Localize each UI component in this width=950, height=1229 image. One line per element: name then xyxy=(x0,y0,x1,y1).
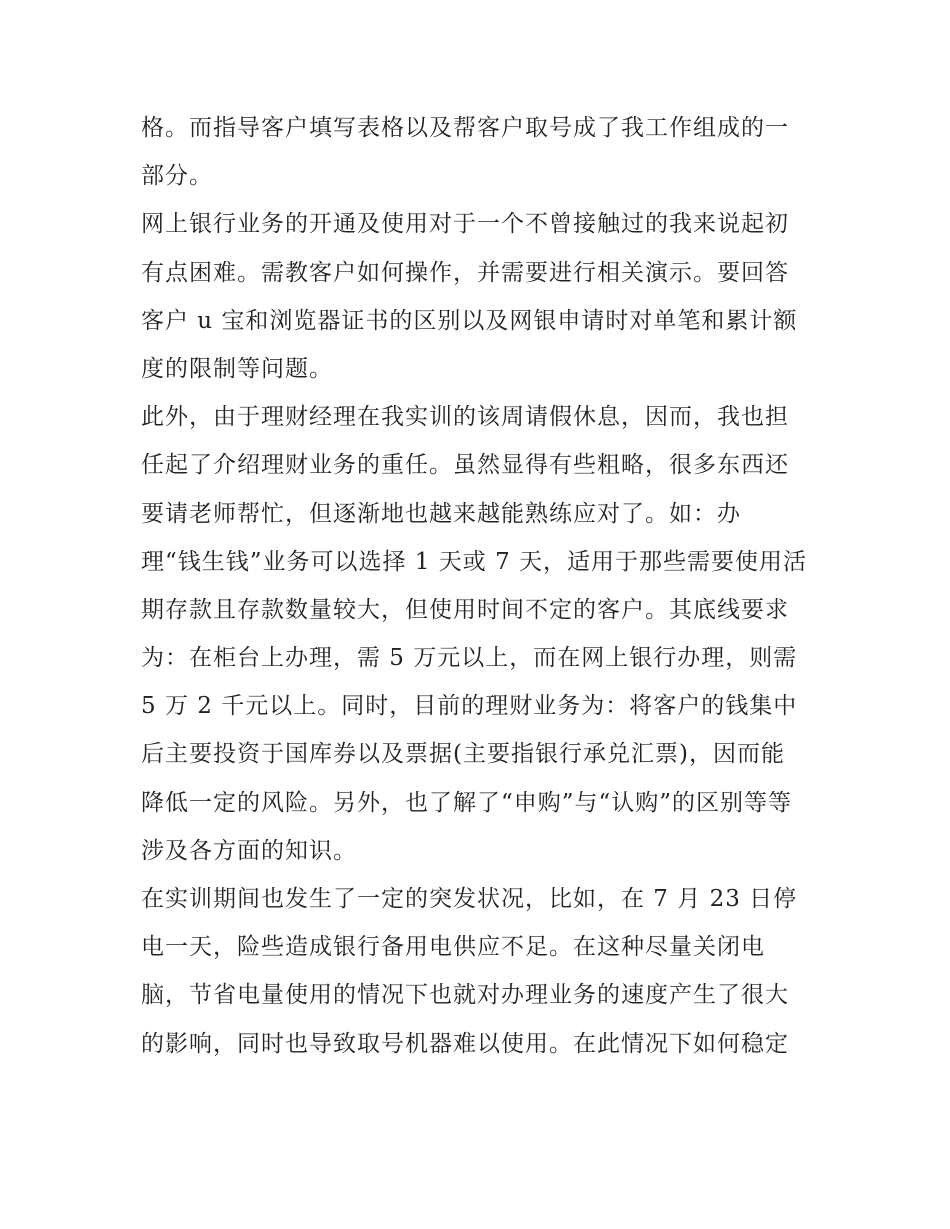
text-line: 有点困难。需教客户如何操作，并需要进行相关演示。要回答 xyxy=(141,259,789,286)
text-line: 网上银行业务的开通及使用对于一个不曾接触过的我来说起初 xyxy=(141,211,789,238)
text-line: 任起了介绍理财业务的重任。虽然显得有些粗略，很多东西还 xyxy=(141,452,789,479)
text-line: 为：在柜台上办理，需 5 万元以上，而在网上银行办理，则需 xyxy=(141,645,798,672)
text-line: 降低一定的风险。另外，也了解了“申购”与“认购”的区别等等 xyxy=(141,789,793,816)
text-line: 度的限制等问题。 xyxy=(141,355,333,382)
text-line: 期存款且存款数量较大，但使用时间不定的客户。其底线要求 xyxy=(141,596,789,623)
text-line: 5 万 2 千元以上。同时，目前的理财业务为：将客户的钱集中 xyxy=(141,693,798,720)
text-line: 脑，节省电量使用的情况下也就对办理业务的速度产生了很大 xyxy=(141,982,789,1009)
text-line: 电一天，险些造成银行备用电供应不足。在这种尽量关闭电 xyxy=(141,934,765,961)
text-line: 此外，由于理财经理在我实训的该周请假休息，因而，我也担 xyxy=(141,404,789,431)
text-line: 部分。 xyxy=(141,163,213,190)
text-line: 在实训期间也发生了一定的突发状况，比如，在 7 月 23 日停 xyxy=(141,886,798,912)
text-line: 后主要投资于国库券以及票据(主要指银行承兑汇票)，因而能 xyxy=(141,741,785,768)
body-text xyxy=(141,104,821,1068)
text-line: 理“钱生钱”业务可以选择 1 天或 7 天，适用于那些需要使用活 xyxy=(141,548,808,575)
text-line: 要请老师帮忙，但逐渐地也越来越能熟练应对了。如：办 xyxy=(141,500,741,527)
text-line: 客户 u 宝和浏览器证书的区别以及网银申请时对单笔和累计额 xyxy=(141,307,798,334)
text-line: 格。而指导客户填写表格以及帮客户取号成了我工作组成的一 xyxy=(141,115,789,141)
text-line: 涉及各方面的知识。 xyxy=(141,837,357,864)
text-line: 的影响，同时也导致取号机器难以使用。在此情况下如何稳定 xyxy=(141,1030,789,1057)
